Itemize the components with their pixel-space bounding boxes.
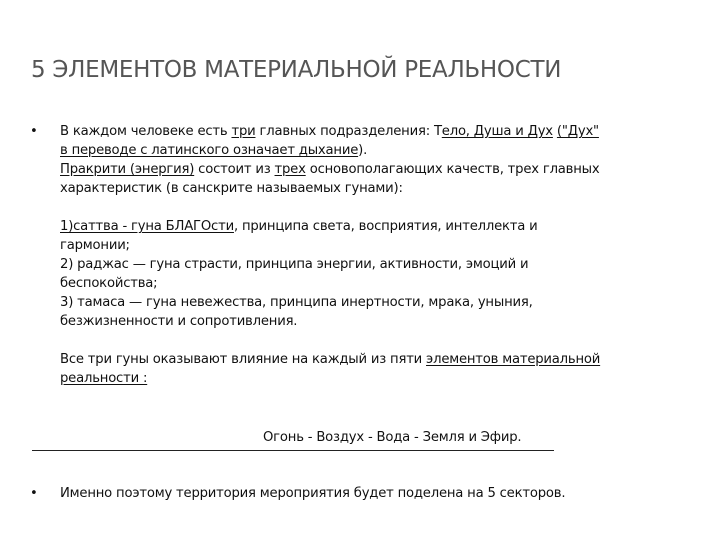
text-line: В каждом человеке есть три главных подразделения: Тело, Душа и Дух ("Дух": [60, 124, 599, 139]
text-line: 2) раджас — гуна страсти, принципа энергии, активности, эмоций и: [60, 257, 529, 272]
text-line: безжизненности и сопротивления.: [60, 314, 298, 329]
text-line: 1)саттва - гуна БЛАГОсти, принципа света, восприятия, интеллекта и: [60, 219, 538, 234]
text-line: 3) тамаса — гуна невежества, принципа инертности, мрака, уныния,: [60, 295, 533, 310]
underlined-text: 1)саттва - гуна БЛАГОсти: [60, 219, 234, 234]
text-line: Пракрити (энергия) состоит из трех основополагающих качеств, трех главных: [60, 162, 600, 177]
text-line: [60, 369, 680, 388]
underlined-text: элементов материальной: [426, 352, 601, 367]
bullet-marker: •: [30, 124, 38, 139]
underlined-text: ("Дух": [556, 124, 599, 139]
underlined-text: в переводе с латинского означает дыхание: [60, 143, 359, 158]
text-line: характеристик (в санскрите называемых гунами):: [60, 181, 403, 196]
text-line: беспокойства;: [60, 276, 158, 291]
underlined-text: реальности :: [60, 371, 148, 386]
text-line: в переводе с латинского означает дыхание).: [60, 143, 368, 158]
underlined-text: Пракрити (энергия): [60, 162, 195, 177]
bullet-item-gunas: [30, 122, 680, 388]
text-line: Именно поэтому территория мероприятия будет поделена на 5 секторов.: [60, 486, 566, 501]
underlined-text: ело, Душа и Дух: [441, 124, 553, 139]
slide-title: 5 ЭЛЕМЕНТОВ МАТЕРИАЛЬНОЙ РЕАЛЬНОСТИ: [31, 57, 562, 83]
elements-line: [32, 430, 554, 451]
bullet-content: [60, 122, 680, 388]
bullet-item-sectors: [30, 484, 680, 503]
bullet-content: [60, 484, 680, 503]
text-line: гармонии;: [60, 238, 130, 253]
underlined-text: три: [231, 124, 256, 139]
bullet-marker: •: [30, 486, 38, 501]
elements-text: Огонь - Воздух - Вода - Земля и Эфир.: [263, 430, 522, 445]
text-line: Все три гуны оказывают влияние на каждый из пяти элементов материальной: [60, 352, 601, 367]
underlined-text: трех: [274, 162, 306, 177]
